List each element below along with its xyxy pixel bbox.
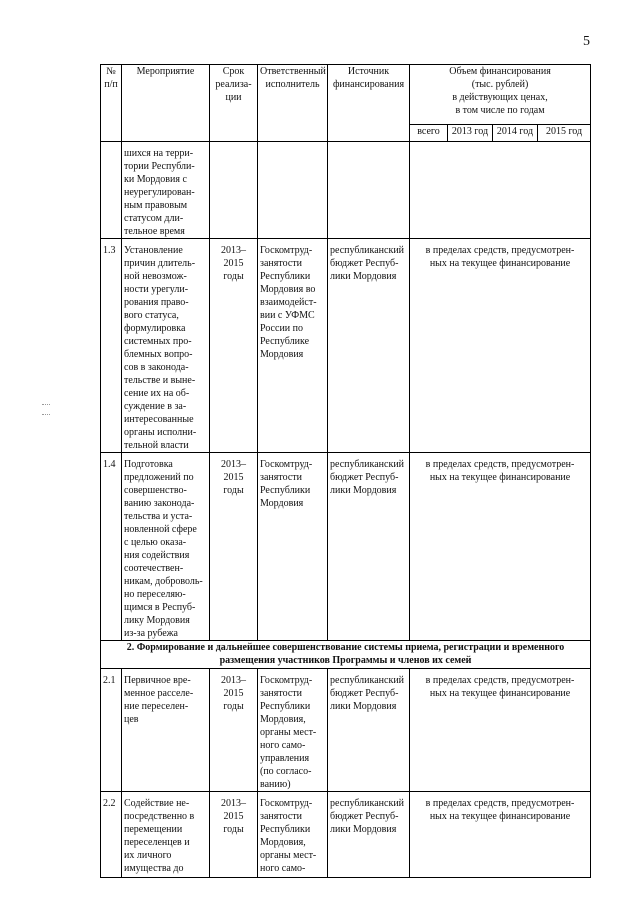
row-measure: Установление причин длитель- ной невозмож- ности урегули- рования право- вого статуса, формулировка системных про- блемных вопро- сов в законода- тельстве и выне- сение их на об- суждение в за- интересованные органы исполни- тельной власти [122,239,210,453]
row-source [328,142,410,239]
row-num [101,142,122,239]
page-number: 5 [583,34,590,49]
header-year-2013: 2013 год [448,125,493,142]
row-executor [258,142,328,239]
program-activities-table [100,64,591,878]
row-source: республиканский бюджет Респуб- лики Мордовия [328,453,410,641]
row-num: 2.2 [101,792,122,878]
row-term: 2013– 2015 годы [210,792,258,878]
row-funding: в пределах средств, предусмотрен- ных на текущее финансирование [410,453,591,641]
row-funding [410,142,591,239]
section-heading-row [101,641,591,669]
margin-mark [42,404,50,405]
header-funding-volume: Объем финансирования (тыс. рублей) в действующих ценах, в том числе по годам [410,65,591,125]
row-num: 1.4 [101,453,122,641]
row-num: 2.1 [101,669,122,792]
row-source: республиканский бюджет Респуб- лики Мордовия [328,792,410,878]
row-term [210,142,258,239]
header-term: Срок реализа- ции [210,65,258,142]
table-row [101,792,591,878]
header-source: Источник финансирования [328,65,410,142]
table-row [101,239,591,453]
header-num: № п/п [101,65,122,142]
row-num: 1.3 [101,239,122,453]
header-executor: Ответственный исполнитель [258,65,328,142]
row-measure: Подготовка предложений по совершенство- ванию законода- тельства и уста- новленной сфере с целью оказа- ния содействия соотечествен- никам, доброволь- но переселяю- щимся в Респуб- лику Мордовия из-за рубежа [122,453,210,641]
row-measure: Содействие не- посредственно в перемещении переселенцев и их личного имущества до [122,792,210,878]
row-term: 2013– 2015 годы [210,239,258,453]
table-row [101,142,591,239]
row-funding: в пределах средств, предусмотрен- ных на текущее финансирование [410,239,591,453]
row-funding: в пределах средств, предусмотрен- ных на текущее финансирование [410,792,591,878]
margin-mark [42,414,50,415]
header-year-2015: 2015 год [538,125,591,142]
row-term: 2013– 2015 годы [210,669,258,792]
header-year-2014: 2014 год [493,125,538,142]
row-source: республиканский бюджет Респуб- лики Мордовия [328,669,410,792]
row-measure: шихся на терри- тории Республи- ки Мордовия с неурегулирован- ным правовым статусом дли- тельное время [122,142,210,239]
row-term: 2013– 2015 годы [210,453,258,641]
table-row [101,453,591,641]
table-row [101,669,591,792]
row-executor: Госкомтруд- занятости Республики Мордовия, органы мест- ного само- [258,792,328,878]
section-2-title: 2. Формирование и дальнейшее совершенствование системы приема, регистрации и временного размещения участников Программы и членов их семей [101,641,591,669]
row-executor: Госкомтруд- занятости Республики Мордовия [258,453,328,641]
row-source: республиканский бюджет Респуб- лики Мордовия [328,239,410,453]
header-measure: Мероприятие [122,65,210,142]
row-executor: Госкомтруд- занятости Республики Мордовия, органы мест- ного само- управления (по согласо- ванию) [258,669,328,792]
row-funding: в пределах средств, предусмотрен- ных на текущее финансирование [410,669,591,792]
row-measure: Первичное вре- менное расселе- ние переселен- цев [122,669,210,792]
header-total: всего [410,125,448,142]
table-header-row [101,65,591,125]
row-executor: Госкомтруд- занятости Республики Мордовия во взаимодейст- вии с УФМС России по Республике Мордовия [258,239,328,453]
